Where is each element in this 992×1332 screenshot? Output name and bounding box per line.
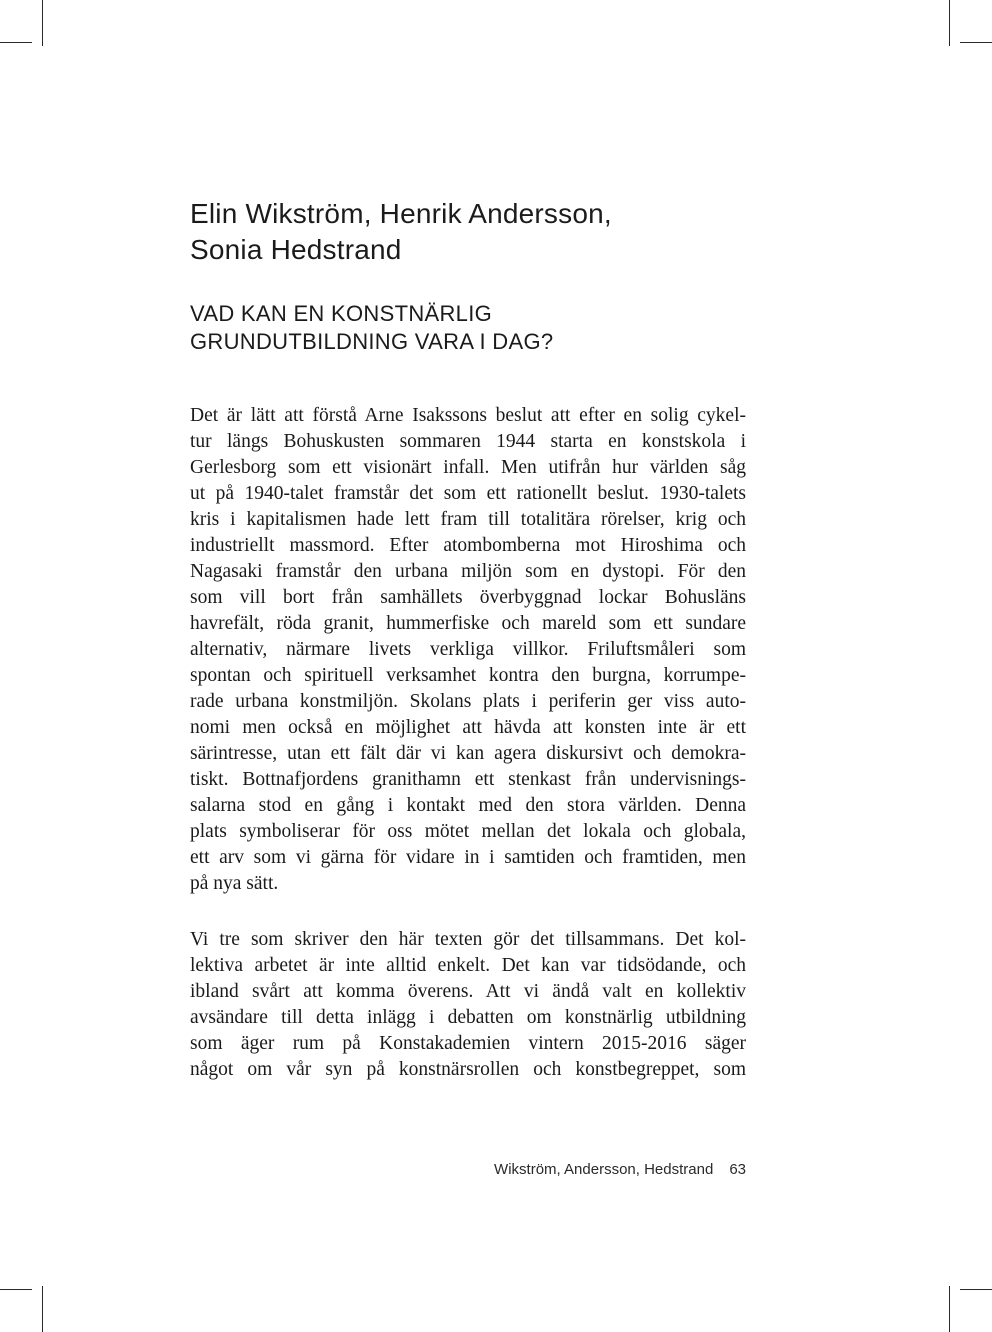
body-paragraph-2 xyxy=(190,927,746,1083)
paragraph-line: särintresse, utan ett fält där vi kan agera diskursivt och demokra- xyxy=(190,743,746,764)
paragraph-line: industriellt massmord. Efter atombomberna mot Hiroshima och xyxy=(190,535,746,556)
crop-mark-bottom-left-horizontal xyxy=(0,1289,32,1290)
paragraph-line: tiskt. Bottnafjordens granithamn ett stenkast från undervisnings- xyxy=(190,769,746,790)
paragraph-line: som vill bort från samhällets överbyggnad lockar Bohusläns xyxy=(190,587,746,608)
paragraph-line: nomi men också en möjlighet att hävda att konsten inte är ett xyxy=(190,717,746,738)
crop-mark-top-right-horizontal xyxy=(960,42,992,43)
crop-mark-top-right-vertical xyxy=(949,0,950,46)
crop-mark-bottom-right-vertical xyxy=(949,1286,950,1332)
chapter-title xyxy=(190,300,790,356)
paragraph-line: spontan och spirituell verksamhet kontra den burgna, korrumpe- xyxy=(190,665,746,686)
paragraph-line: ibland svårt att komma överens. Att vi ändå valt en kollektiv xyxy=(190,981,746,1002)
paragraph-line: lektiva arbetet är inte alltid enkelt. Det kan var tidsödande, och xyxy=(190,955,746,976)
title-line-2: GRUNDUTBILDNING VARA I DAG? xyxy=(190,329,554,354)
body-paragraph-1 xyxy=(190,403,746,897)
page-footer xyxy=(494,1160,746,1180)
running-head: Wikström, Andersson, Hedstrand xyxy=(494,1161,714,1178)
paragraph-line: tur längs Bohuskusten sommaren 1944 starta en konstskola i xyxy=(190,431,746,452)
crop-mark-top-left-horizontal xyxy=(0,42,32,43)
authors-line-1: Elin Wikström, Henrik Andersson, xyxy=(190,198,612,229)
paragraph-line: plats symboliserar för oss mötet mellan det lokala och globala, xyxy=(190,821,746,842)
paragraph-line: Nagasaki framstår den urbana miljön som en dystopi. För den xyxy=(190,561,746,582)
paragraph-line: alternativ, närmare livets verkliga villkor. Friluftsmåleri som xyxy=(190,639,746,660)
paragraph-line: Vi tre som skriver den här texten gör det tillsammans. Det kol- xyxy=(190,929,746,950)
chapter-authors xyxy=(190,196,790,268)
paragraph-line: på nya sätt. xyxy=(190,873,279,894)
paragraph-line: havrefält, röda granit, hummerfiske och mareld som ett sundare xyxy=(190,613,746,634)
paragraph-line: Det är lätt att förstå Arne Isakssons beslut att efter en solig cykel- xyxy=(190,405,746,426)
paragraph-line: ett arv som vi gärna för vidare in i samtiden och framtiden, men xyxy=(190,847,746,868)
paragraph-line: som äger rum på Konstakademien vintern 2015-2016 säger xyxy=(190,1033,746,1054)
crop-mark-bottom-left-vertical xyxy=(42,1286,43,1332)
page-number: 63 xyxy=(729,1161,746,1178)
paragraph-line: något om vår syn på konstnärsrollen och konstbegreppet, som xyxy=(190,1059,746,1080)
paragraph-line: rade urbana konstmiljön. Skolans plats i periferin ger viss auto- xyxy=(190,691,746,712)
paragraph-line: ut på 1940-talet framstår det som ett rationellt beslut. 1930-talets xyxy=(190,483,746,504)
paragraph-line: avsändare till detta inlägg i debatten om konstnärlig utbildning xyxy=(190,1007,746,1028)
paragraph-line: Gerlesborg som ett visionärt infall. Men utifrån hur världen såg xyxy=(190,457,746,478)
title-line-1: VAD KAN EN KONSTNÄRLIG xyxy=(190,301,493,326)
authors-line-2: Sonia Hedstrand xyxy=(190,234,402,265)
paragraph-line: salarna stod en gång i kontakt med den stora världen. Denna xyxy=(190,795,746,816)
crop-mark-bottom-right-horizontal xyxy=(960,1289,992,1290)
crop-mark-top-left-vertical xyxy=(42,0,43,46)
paragraph-line: kris i kapitalismen hade lett fram till totalitära rörelser, krig och xyxy=(190,509,746,530)
